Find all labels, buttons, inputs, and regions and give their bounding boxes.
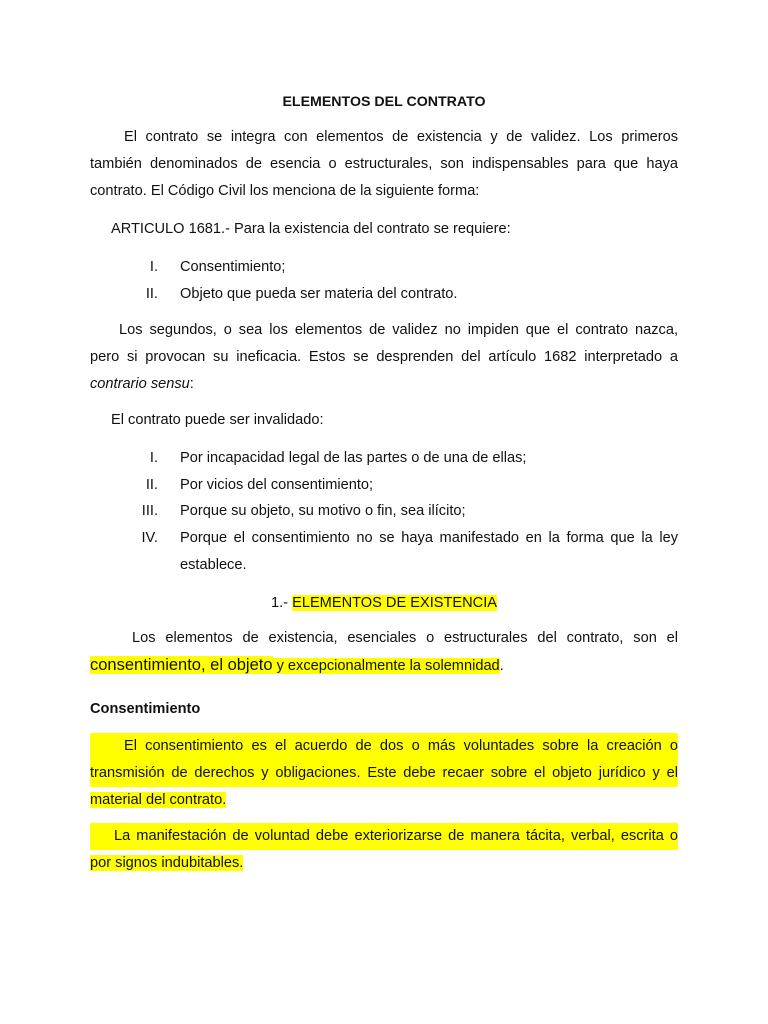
list-text: Por incapacidad legal de las partes o de una de ellas; xyxy=(180,450,527,466)
article-text: ARTICULO 1681.- Para la existencia del contrato se requiere: xyxy=(111,221,511,237)
section-heading xyxy=(0,590,768,617)
highlighted-text: consentimiento, el objeto xyxy=(90,656,273,674)
text-line: contrario sensu: xyxy=(90,376,194,392)
text-line: La manifestación de voluntad debe exteriorizarse de manera tácita, verbal, escrita o xyxy=(90,823,678,850)
text-line: El consentimiento es el acuerdo de dos o más voluntades sobre la creación o xyxy=(90,733,678,760)
list-text: Por vicios del consentimiento; xyxy=(180,477,374,493)
subheading: Consentimiento xyxy=(90,701,201,717)
text-line: pero si provocan su ineficacia. Estos se desprenden del artículo 1682 interpretado a xyxy=(90,349,678,365)
highlighted-text: y excepcionalmente la solemnidad xyxy=(272,658,500,674)
section-number: 1.- xyxy=(271,595,293,611)
text-line: contrato. El Código Civil los menciona de la siguiente forma: xyxy=(90,183,480,199)
text-line: El contrato se integra con elementos de existencia y de validez. Los primeros xyxy=(124,129,678,145)
list-number: II. xyxy=(145,477,158,493)
article-reference xyxy=(111,216,699,243)
section-title: ELEMENTOS DE EXISTENCIA xyxy=(292,595,497,611)
text-line: por signos indubitables. xyxy=(90,855,244,871)
text-line: Porque el consentimiento no se haya manifestado en la forma que la ley xyxy=(180,530,678,546)
text-line: material del contrato. xyxy=(90,792,227,808)
paragraph-manifestation xyxy=(90,823,678,877)
list-number: I. xyxy=(149,450,158,466)
list-number: II. xyxy=(145,286,158,302)
list-text: Consentimiento; xyxy=(180,259,286,275)
text-line: establece. xyxy=(180,557,247,573)
list-number: III. xyxy=(141,503,158,519)
list-text xyxy=(180,525,678,579)
list-number: IV. xyxy=(141,530,158,546)
italic-text: contrario sensu xyxy=(90,376,190,392)
list-text: Objeto que pueda ser materia del contrato. xyxy=(180,286,458,302)
paragraph-consent xyxy=(90,733,678,814)
text-line: Los elementos de existencia, esenciales o estructurales del contrato, son el xyxy=(132,630,678,646)
list-text: Porque su objeto, su motivo o fin, sea ilícito; xyxy=(180,503,466,519)
text-line: consentimiento, el objeto y excepcionalmente la solemnidad. xyxy=(90,656,504,674)
document-title: ELEMENTOS DEL CONTRATO xyxy=(282,94,486,110)
list-number: I. xyxy=(149,259,158,275)
invalid-intro xyxy=(111,407,699,434)
text-line: transmisión de derechos y obligaciones. Este debe recaer sobre el objeto jurídico y el xyxy=(90,760,678,787)
paragraph-existence xyxy=(90,625,678,680)
text-line: también denominados de esencia o estructurales, son indispensables para que haya xyxy=(90,156,678,172)
paragraph-validity xyxy=(90,317,678,398)
intro-text: El contrato puede ser invalidado: xyxy=(111,412,324,428)
text-line: Los segundos, o sea los elementos de validez no impiden que el contrato nazca, xyxy=(119,322,678,338)
paragraph-intro xyxy=(90,124,678,205)
